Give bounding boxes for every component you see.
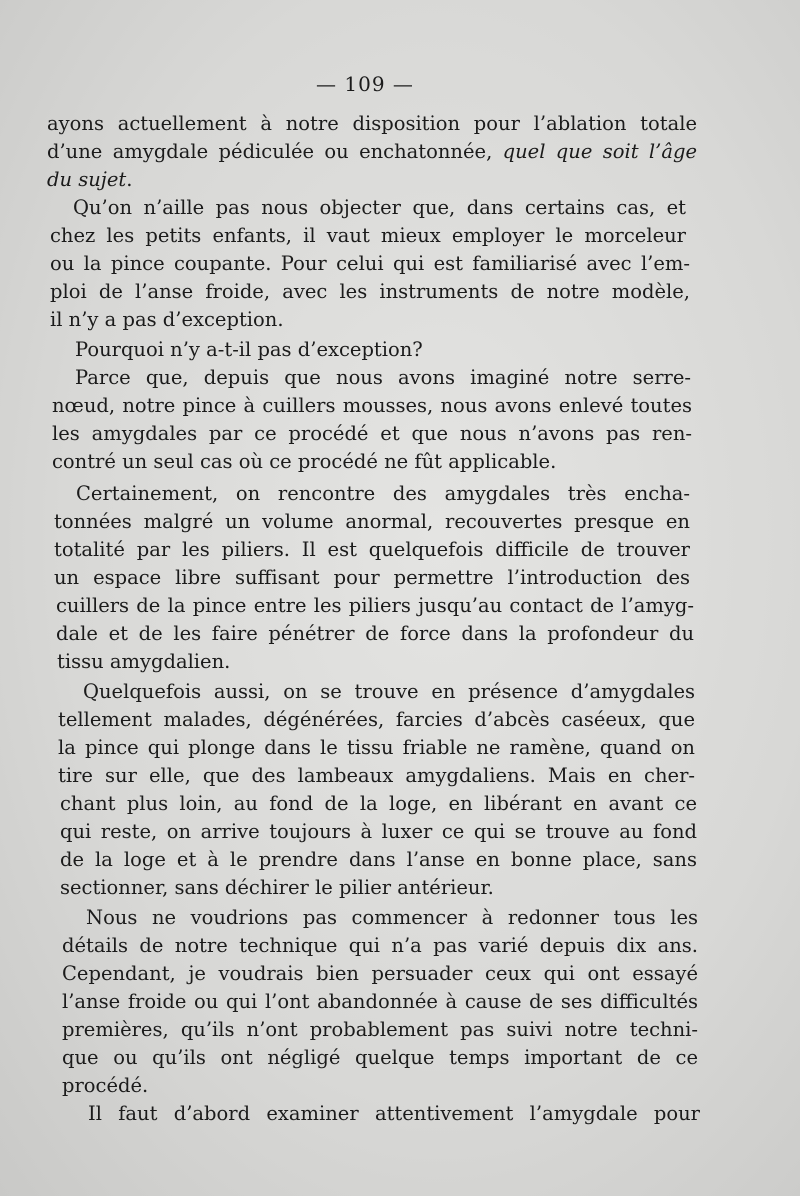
text-line: Pourquoi n’y a-t-il pas d’exception? — [75, 338, 423, 361]
text-line: la pince qui plonge dans le tissu friable ne ramène, quand on — [58, 736, 695, 759]
text-line: Qu’on n’aille pas nous objecter que, dans certains cas, et — [73, 196, 686, 219]
text-line: qui reste, on arrive toujours à luxer ce qui se trouve au fond — [60, 820, 697, 843]
text-line: que ou qu’ils ont négligé quelque temps important de ce — [62, 1046, 698, 1069]
text-line: chant plus loin, au fond de la loge, en libérant en avant ce — [60, 792, 697, 815]
text-line: du sujet. — [47, 168, 133, 191]
text-line: Il faut d’abord examiner attentivement l’amygdale pour — [88, 1102, 700, 1125]
text-line: procédé. — [62, 1074, 149, 1097]
text-line: nœud, notre pince à cuillers mousses, nous avons enlevé toutes — [52, 394, 692, 417]
text-line: ayons actuellement à notre disposition pour l’ablation totale — [47, 112, 697, 135]
text-line: tire sur elle, que des lambeaux amygdaliens. Mais en cher- — [58, 764, 695, 787]
text-line: totalité par les piliers. Il est quelquefois difficile de trouver — [54, 538, 690, 561]
text-line: les amygdales par ce procédé et que nous n’avons pas ren- — [52, 422, 692, 445]
text-line: il n’y a pas d’exception. — [50, 308, 284, 331]
text-line: Cependant, je voudrais bien persuader ceux qui ont essayé — [62, 962, 698, 985]
text-line: tissu amygdalien. — [57, 650, 231, 673]
text-line: Quelquefois aussi, on se trouve en présence d’amygdales — [83, 680, 695, 703]
page-number: — 109 — — [316, 72, 414, 96]
text-line: détails de notre technique qui n’a pas varié depuis dix ans. — [62, 934, 698, 957]
text-line: cuillers de la pince entre les piliers jusqu’au contact de l’amyg- — [56, 594, 694, 617]
text-line: tonnées malgré un volume anormal, recouvertes presque en — [54, 510, 690, 533]
text-line: un espace libre suffisant pour permettre l’introduction des — [54, 566, 690, 589]
text-line: l’anse froide ou qui l’ont abandonnée à cause de ses difficultés — [62, 990, 698, 1013]
text-line: Certainement, on rencontre des amygdales très encha- — [76, 482, 690, 505]
text-line: dale et de les faire pénétrer de force dans la profondeur du — [56, 622, 694, 645]
text-line: contré un seul cas où ce procédé ne fût applicable. — [52, 450, 557, 473]
text-line: Parce que, depuis que nous avons imaginé notre serre- — [75, 366, 691, 389]
text-line: Nous ne voudrions pas commencer à redonner tous les — [86, 906, 698, 929]
text-line: ploi de l’anse froide, avec les instruments de notre modèle, — [50, 280, 690, 303]
text-line: chez les petits enfants, il vaut mieux employer le morceleur — [50, 224, 686, 247]
text-line: de la loge et à le prendre dans l’anse en bonne place, sans — [60, 848, 697, 871]
text-line: d’une amygdale pédiculée ou enchatonnée, quel que soit l’âge — [47, 140, 697, 163]
text-line: tellement malades, dégénérées, farcies d’abcès caséeux, que — [58, 708, 695, 731]
text-line: premières, qu’ils n’ont probablement pas suivi notre techni- — [62, 1018, 698, 1041]
text-line: ou la pince coupante. Pour celui qui est familiarisé avec l’em- — [50, 252, 690, 275]
text-line: sectionner, sans déchirer le pilier antérieur. — [60, 876, 494, 899]
